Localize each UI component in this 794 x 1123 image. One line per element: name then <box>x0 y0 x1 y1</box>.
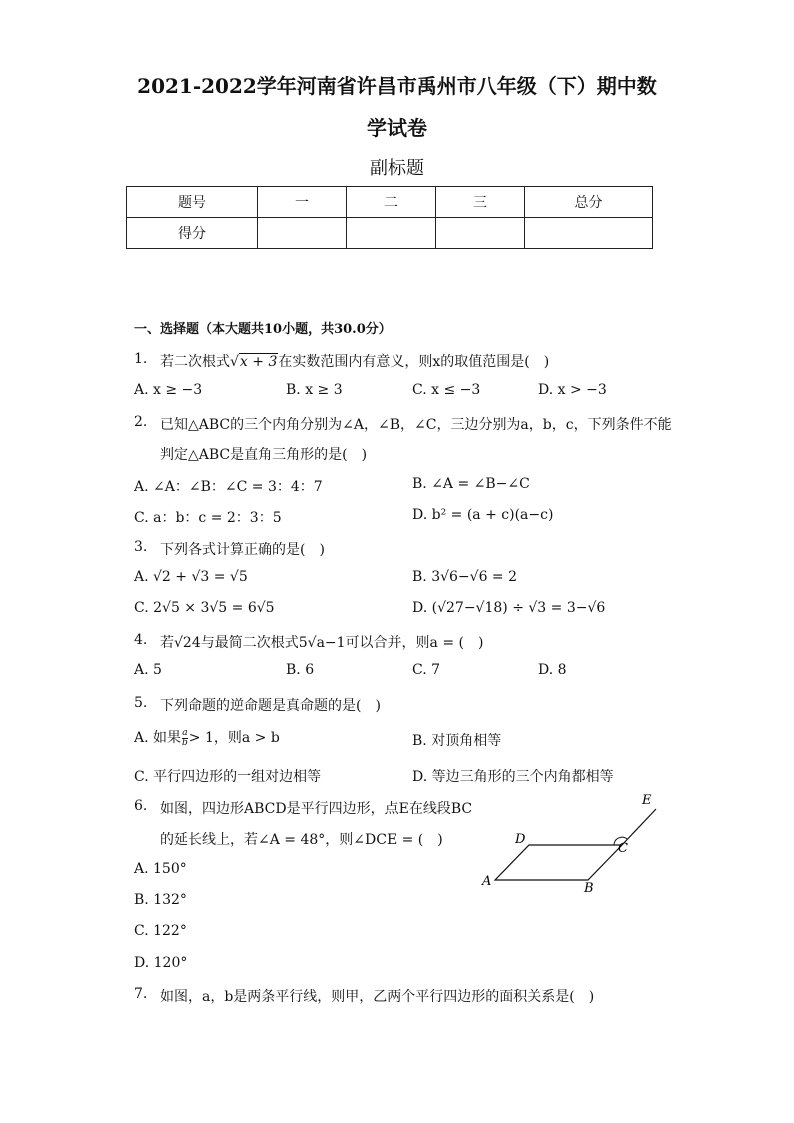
option-d: D. 8 <box>538 662 567 678</box>
fraction-numerator: a <box>182 727 188 738</box>
option-b: B. ∠A = ∠B−∠C <box>412 476 530 492</box>
option-c: C. 2√5 × 3√5 = 6√5 <box>134 600 275 616</box>
option-a: A. 5 <box>134 662 162 678</box>
question-number: 5. <box>134 695 148 711</box>
option-d: D. (√27−√18) ÷ √3 = 3−√6 <box>412 600 606 616</box>
label-c: C <box>618 841 628 856</box>
question-1-text <box>160 351 549 371</box>
score-input-cell <box>347 218 436 249</box>
option-b: B. 6 <box>286 662 315 678</box>
option-a <box>134 727 280 748</box>
score-table <box>126 186 653 249</box>
page-subtitle: 副标题 <box>370 158 424 179</box>
parallelogram-abcd <box>495 845 622 880</box>
question-6-line1: 如图，四边形ABCD是平行四边形，点E在线段BC <box>160 801 473 817</box>
score-input-cell <box>258 218 347 249</box>
label-b: B <box>584 881 594 896</box>
option-b: B. x ≥ 3 <box>286 382 343 398</box>
question-4-text: 若√24与最简二次根式5√a−1可以合并，则a = ( ) <box>160 635 484 651</box>
question-2-line2: 判定△ABC是直角三角形的是( ) <box>160 447 368 463</box>
option-c: C. 7 <box>412 662 441 678</box>
option-b: B. 132° <box>134 892 187 908</box>
option-c: C. a：b：c = 2：3：5 <box>134 510 282 526</box>
option-a-pre: A. 如果 <box>134 730 182 746</box>
label-e: E <box>642 793 652 808</box>
option-c: C. x ≤ −3 <box>412 382 481 398</box>
question-7-text: 如图，a，b是两条平行线，则甲，乙两个平行四边形的面积关系是( ) <box>160 989 595 1005</box>
question-1-radicand: x + 3 <box>239 354 278 370</box>
question-number: 7. <box>134 986 148 1002</box>
option-d: D. 等边三角形的三个内角都相等 <box>412 769 614 785</box>
option-a: A. 150° <box>134 861 187 877</box>
option-a: A. ∠A：∠B：∠C = 3：4：7 <box>134 479 323 495</box>
score-input-cell <box>525 218 653 249</box>
label-d: D <box>515 832 526 847</box>
label-a: A <box>482 874 492 889</box>
extension-line-ce <box>622 809 656 845</box>
option-d: D. 120° <box>134 955 188 971</box>
question-6-line2: 的延长线上，若∠A = 48°，则∠DCE = ( ) <box>160 832 443 848</box>
score-table-score-row <box>127 218 653 249</box>
score-cell: 三 <box>436 187 525 218</box>
question-number: 3. <box>134 539 148 555</box>
section-heading: 一、选择题（本大题共10小题，共30.0分） <box>134 322 392 337</box>
option-d: D. x > −3 <box>538 382 607 398</box>
score-table-header-row <box>127 187 653 218</box>
question-number: 4. <box>134 632 148 648</box>
score-cell: 一 <box>258 187 347 218</box>
score-cell: 二 <box>347 187 436 218</box>
option-c: C. 平行四边形的一组对边相等 <box>134 769 322 785</box>
question-2-line1: 已知△ABC的三个内角分别为∠A，∠B，∠C，三边分别为a，b，c，下列条件不能 <box>160 417 672 433</box>
question-number: 6. <box>134 798 148 814</box>
page-title-line2: 学试卷 <box>367 116 427 140</box>
question-number: 2. <box>134 414 148 430</box>
option-b: B. 对顶角相等 <box>412 733 502 749</box>
option-a: A. √2 + √3 = √5 <box>134 569 248 585</box>
option-c: C. 122° <box>134 923 187 939</box>
option-b: B. 3√6−√6 = 2 <box>412 569 518 585</box>
option-d: D. b² = (a + c)(a−c) <box>412 507 554 523</box>
page-title-line1: 2021-2022学年河南省许昌市禹州市八年级（下）期中数 <box>137 74 657 98</box>
option-a-post: > 1，则a > b <box>188 730 280 746</box>
score-cell: 题号 <box>127 187 258 218</box>
question-1-pre: 若二次根式 <box>160 354 230 370</box>
radical-sign-icon: √ <box>230 354 239 370</box>
fraction-denominator: b <box>182 737 188 748</box>
parallelogram-figure <box>470 785 670 900</box>
fraction <box>182 729 188 748</box>
question-3-text: 下列各式计算正确的是( ) <box>160 542 325 558</box>
score-cell: 总分 <box>525 187 653 218</box>
option-a: A. x ≥ −3 <box>134 382 203 398</box>
question-number: 1. <box>134 351 148 367</box>
question-1-post: 在实数范围内有意义，则x的取值范围是( ) <box>278 354 550 370</box>
score-input-cell <box>436 218 525 249</box>
score-cell: 得分 <box>127 218 258 249</box>
question-5-text: 下列命题的逆命题是真命题的是( ) <box>160 698 381 714</box>
